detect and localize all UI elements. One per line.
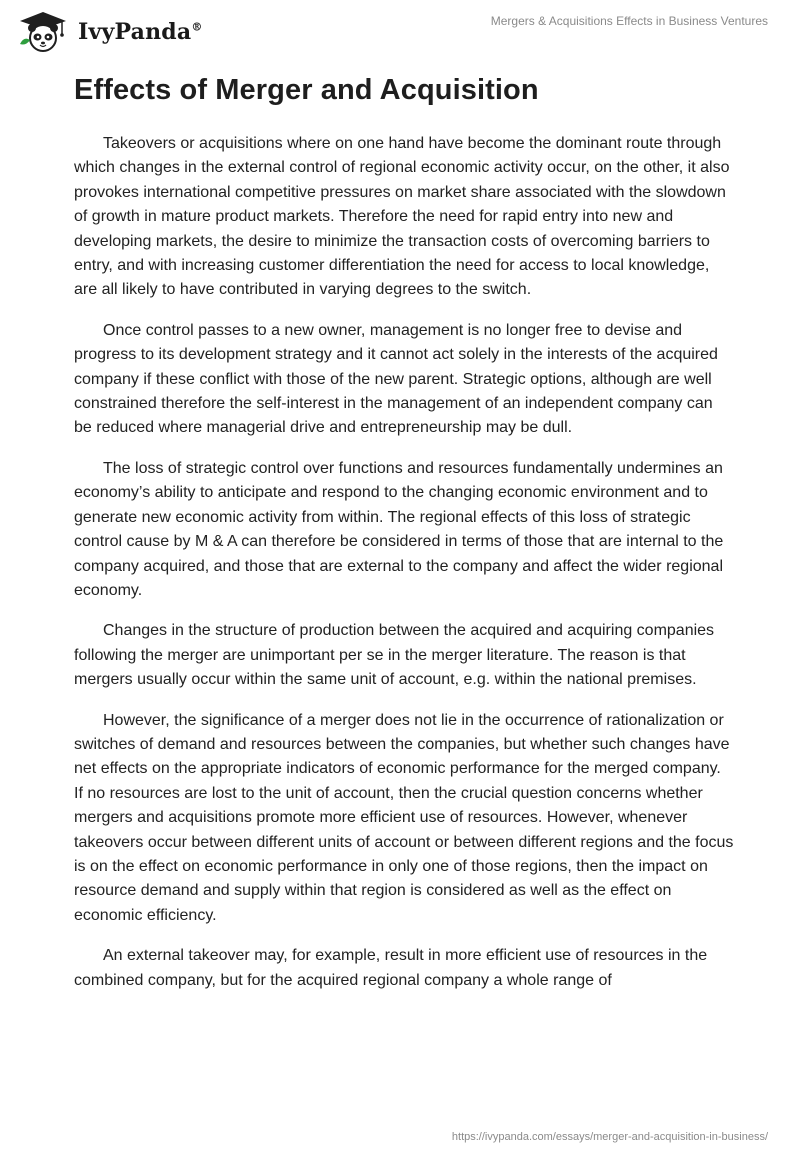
page-header bbox=[0, 0, 800, 70]
ivypanda-logo[interactable] bbox=[14, 10, 203, 54]
paragraph: However, the significance of a merger does not lie in the occurrence of rationalization or switches of demand and resources between the companies, but whether such changes have net effects on the appropriate indicators of economic performance for the merged company. If no resources are lost to the unit of account, then the crucial question concerns whether mergers and acquisitions promote more efficient use of resources. However, whenever takeovers occur between different units of account or between different regions and the focus is on the effect on economic performance in only one of those regions, then the impact on resource demand and supply within that region is considered as well as the effect on economic efficiency. bbox=[74, 711, 734, 924]
paragraph: Once control passes to a new owner, management is no longer free to devise and progress to its development strategy and it cannot act solely in the interests of the acquired company if these conflict with those of the new parent. Strategic options, although are well constrained therefore the self-interest in the management of an independent company can be reduced where managerial drive and entrepreneurship may be dull. bbox=[74, 321, 718, 437]
paragraph: An external takeover may, for example, result in more efficient use of resources in the combined company, but for the acquired regional company a whole range of bbox=[74, 947, 708, 989]
trademark-symbol: ® bbox=[191, 20, 203, 34]
article-body bbox=[74, 132, 734, 1009]
paragraph: The loss of strategic control over functions and resources fundamentally undermines an economy’s ability to anticipate and respond to the changing economic environment and to generate new economic activity from within. The regional effects of this loss of strategic control cause by M & A can therefore be considered in terms of those that are internal to the company acquired, and those that are external to the company and affect the wider regional economy. bbox=[74, 459, 724, 599]
page-title: Effects of Merger and Acquisition bbox=[74, 74, 539, 106]
paragraph: Changes in the structure of production between the acquired and acquiring companies following the merger are unimportant per se in the merger literature. The reason is that mergers usually occur within the same unit of account, e.g. within the national premises. bbox=[74, 622, 715, 689]
running-title: Mergers & Acquisitions Effects in Business Ventures bbox=[490, 14, 768, 28]
brand-name bbox=[78, 19, 203, 45]
brand-label: IvyPanda bbox=[78, 19, 192, 45]
panda-mascot-icon bbox=[14, 10, 72, 54]
paragraph: Takeovers or acquisitions where on one hand have become the dominant route through which changes in the external control of regional economic activity occur, on the other, it also provokes international competitive pressures on market share associated with the slowdown of growth in mature product markets. Therefore the need for rapid entry into new and developing markets, the desire to minimize the transaction costs of overcoming barriers to entry, and with increasing customer differentiation the need for access to local knowledge, are all likely to have contributed in varying degrees to the switch. bbox=[74, 135, 730, 299]
source-url-link[interactable]: https://ivypanda.com/essays/merger-and-acquisition-in-business/ bbox=[451, 1131, 768, 1143]
